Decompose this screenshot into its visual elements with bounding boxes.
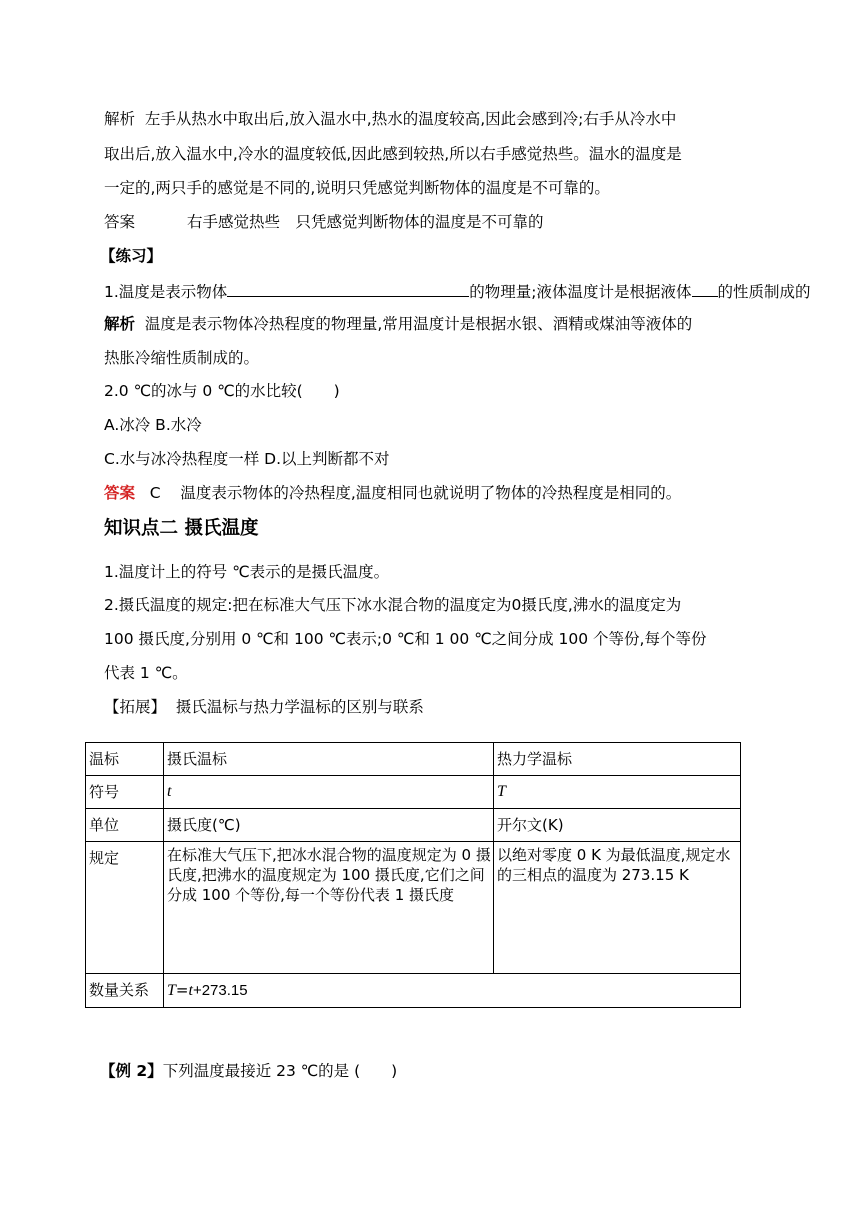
extension-line: [104, 697, 424, 717]
table-cell: T: [494, 776, 741, 809]
practice-q2: 2.0 ℃的冰与 0 ℃的水比较( ): [104, 382, 340, 400]
analysis-text-1: 左手从热水中取出后,放入温水中,热水的温度较高,因此会感到冷;右手从冷水中: [144, 110, 677, 128]
practice-q2-options-cd: C.水与冰冷热程度一样 D.以上判断都不对: [104, 450, 390, 468]
table-row-header: [86, 743, 741, 776]
analysis-label: 解析: [104, 110, 136, 128]
q1-part1: 1.温度是表示物体: [104, 283, 228, 301]
formula-eq: =: [175, 981, 189, 999]
q1-part3: 的性质制成的: [717, 283, 811, 301]
answer-line: [104, 212, 544, 232]
formula-rest: +273.15: [192, 982, 248, 999]
example-text: 下列温度最接近 23 ℃的是 ( ): [162, 1062, 398, 1080]
analysis-line-2: 取出后,放入温水中,冷水的温度较低,因此感到较热,所以右手感觉热些。温水的温度是: [104, 145, 682, 163]
table-row-unit: [86, 809, 741, 842]
section-title: 知识点二 摄氏温度: [104, 518, 259, 539]
answer-label: 答案: [104, 213, 136, 231]
q1-part2: 的物理量;液体温度计是根据液体: [469, 283, 692, 301]
practice-analysis-1: [104, 314, 692, 334]
table-cell: 热力学温标: [494, 743, 741, 776]
table-cell: 符号: [86, 776, 164, 809]
table-cell: t: [164, 776, 494, 809]
analysis-line-3: 一定的,两只手的感觉是不同的,说明只凭感觉判断物体的温度是不可靠的。: [104, 179, 610, 197]
table-cell: 以绝对零度 0 K 为最低温度,规定水的三相点的温度为 273.15 K: [494, 842, 741, 974]
formula-t: t: [188, 982, 193, 999]
analysis-line-1: [104, 109, 676, 129]
section-p2-line3: 代表 1 ℃。: [104, 664, 188, 682]
practice-q1: [104, 280, 811, 302]
table-row-rule: [86, 842, 741, 974]
practice-title: 【练习】: [100, 247, 163, 265]
practice-analysis-label: 解析: [104, 315, 136, 333]
practice-analysis-text-1: 温度是表示物体冷热程度的物理量,常用温度计是根据水银、酒精或煤油等液体的: [144, 315, 693, 333]
q1-blank-1: [227, 280, 469, 297]
table-cell: 规定: [86, 842, 164, 974]
practice-analysis-2: 热胀冷缩性质制成的。: [104, 349, 260, 367]
section-p2-line1: 2.摄氏温度的规定:把在标准大气压下冰水混合物的温度定为0摄氏度,沸水的温度定为: [104, 596, 682, 614]
practice-answer-letter: C: [149, 484, 161, 502]
extension-text: 摄氏温标与热力学温标的区别与联系: [175, 698, 424, 716]
table-cell: 温标: [86, 743, 164, 776]
extension-label: 【拓展】: [104, 698, 167, 716]
table-cell: 开尔文(K): [494, 809, 741, 842]
table-row-relation: [86, 974, 741, 1008]
table-cell: 在标准大气压下,把冰水混合物的温度规定为 0 摄氏度,把沸水的温度规定为 100 摄氏度,它们之间分成 100 个等份,每一个等份代表 1 摄氏度: [164, 842, 494, 974]
table-cell: 摄氏温标: [164, 743, 494, 776]
q1-blank-2: [692, 280, 718, 297]
temperature-scale-table: [85, 742, 741, 1008]
table-cell-formula: [164, 974, 741, 1008]
section-p1: 1.温度计上的符号 ℃表示的是摄氏温度。: [104, 563, 390, 581]
table-cell: 单位: [86, 809, 164, 842]
practice-answer-label: 答案: [104, 484, 136, 502]
example-label: 【例 2】: [100, 1062, 163, 1080]
practice-answer: [104, 483, 681, 503]
practice-q2-options-ab: A.冰冷 B.水冷: [104, 416, 202, 434]
practice-answer-text: 温度表示物体的冷热程度,温度相同也就说明了物体的冷热程度是相同的。: [180, 484, 682, 502]
example-line: [100, 1061, 397, 1081]
formula-T: T: [167, 982, 176, 999]
table-cell: 摄氏度(℃): [164, 809, 494, 842]
section-p2-line2: 100 摄氏度,分别用 0 ℃和 100 ℃表示;0 ℃和 1 00 ℃之间分成 100 个等份,每个等份: [104, 630, 707, 648]
table-row-symbol: [86, 776, 741, 809]
answer-text: 右手感觉热些 只凭感觉判断物体的温度是不可靠的: [187, 213, 544, 231]
table-cell: 数量关系: [86, 974, 164, 1008]
